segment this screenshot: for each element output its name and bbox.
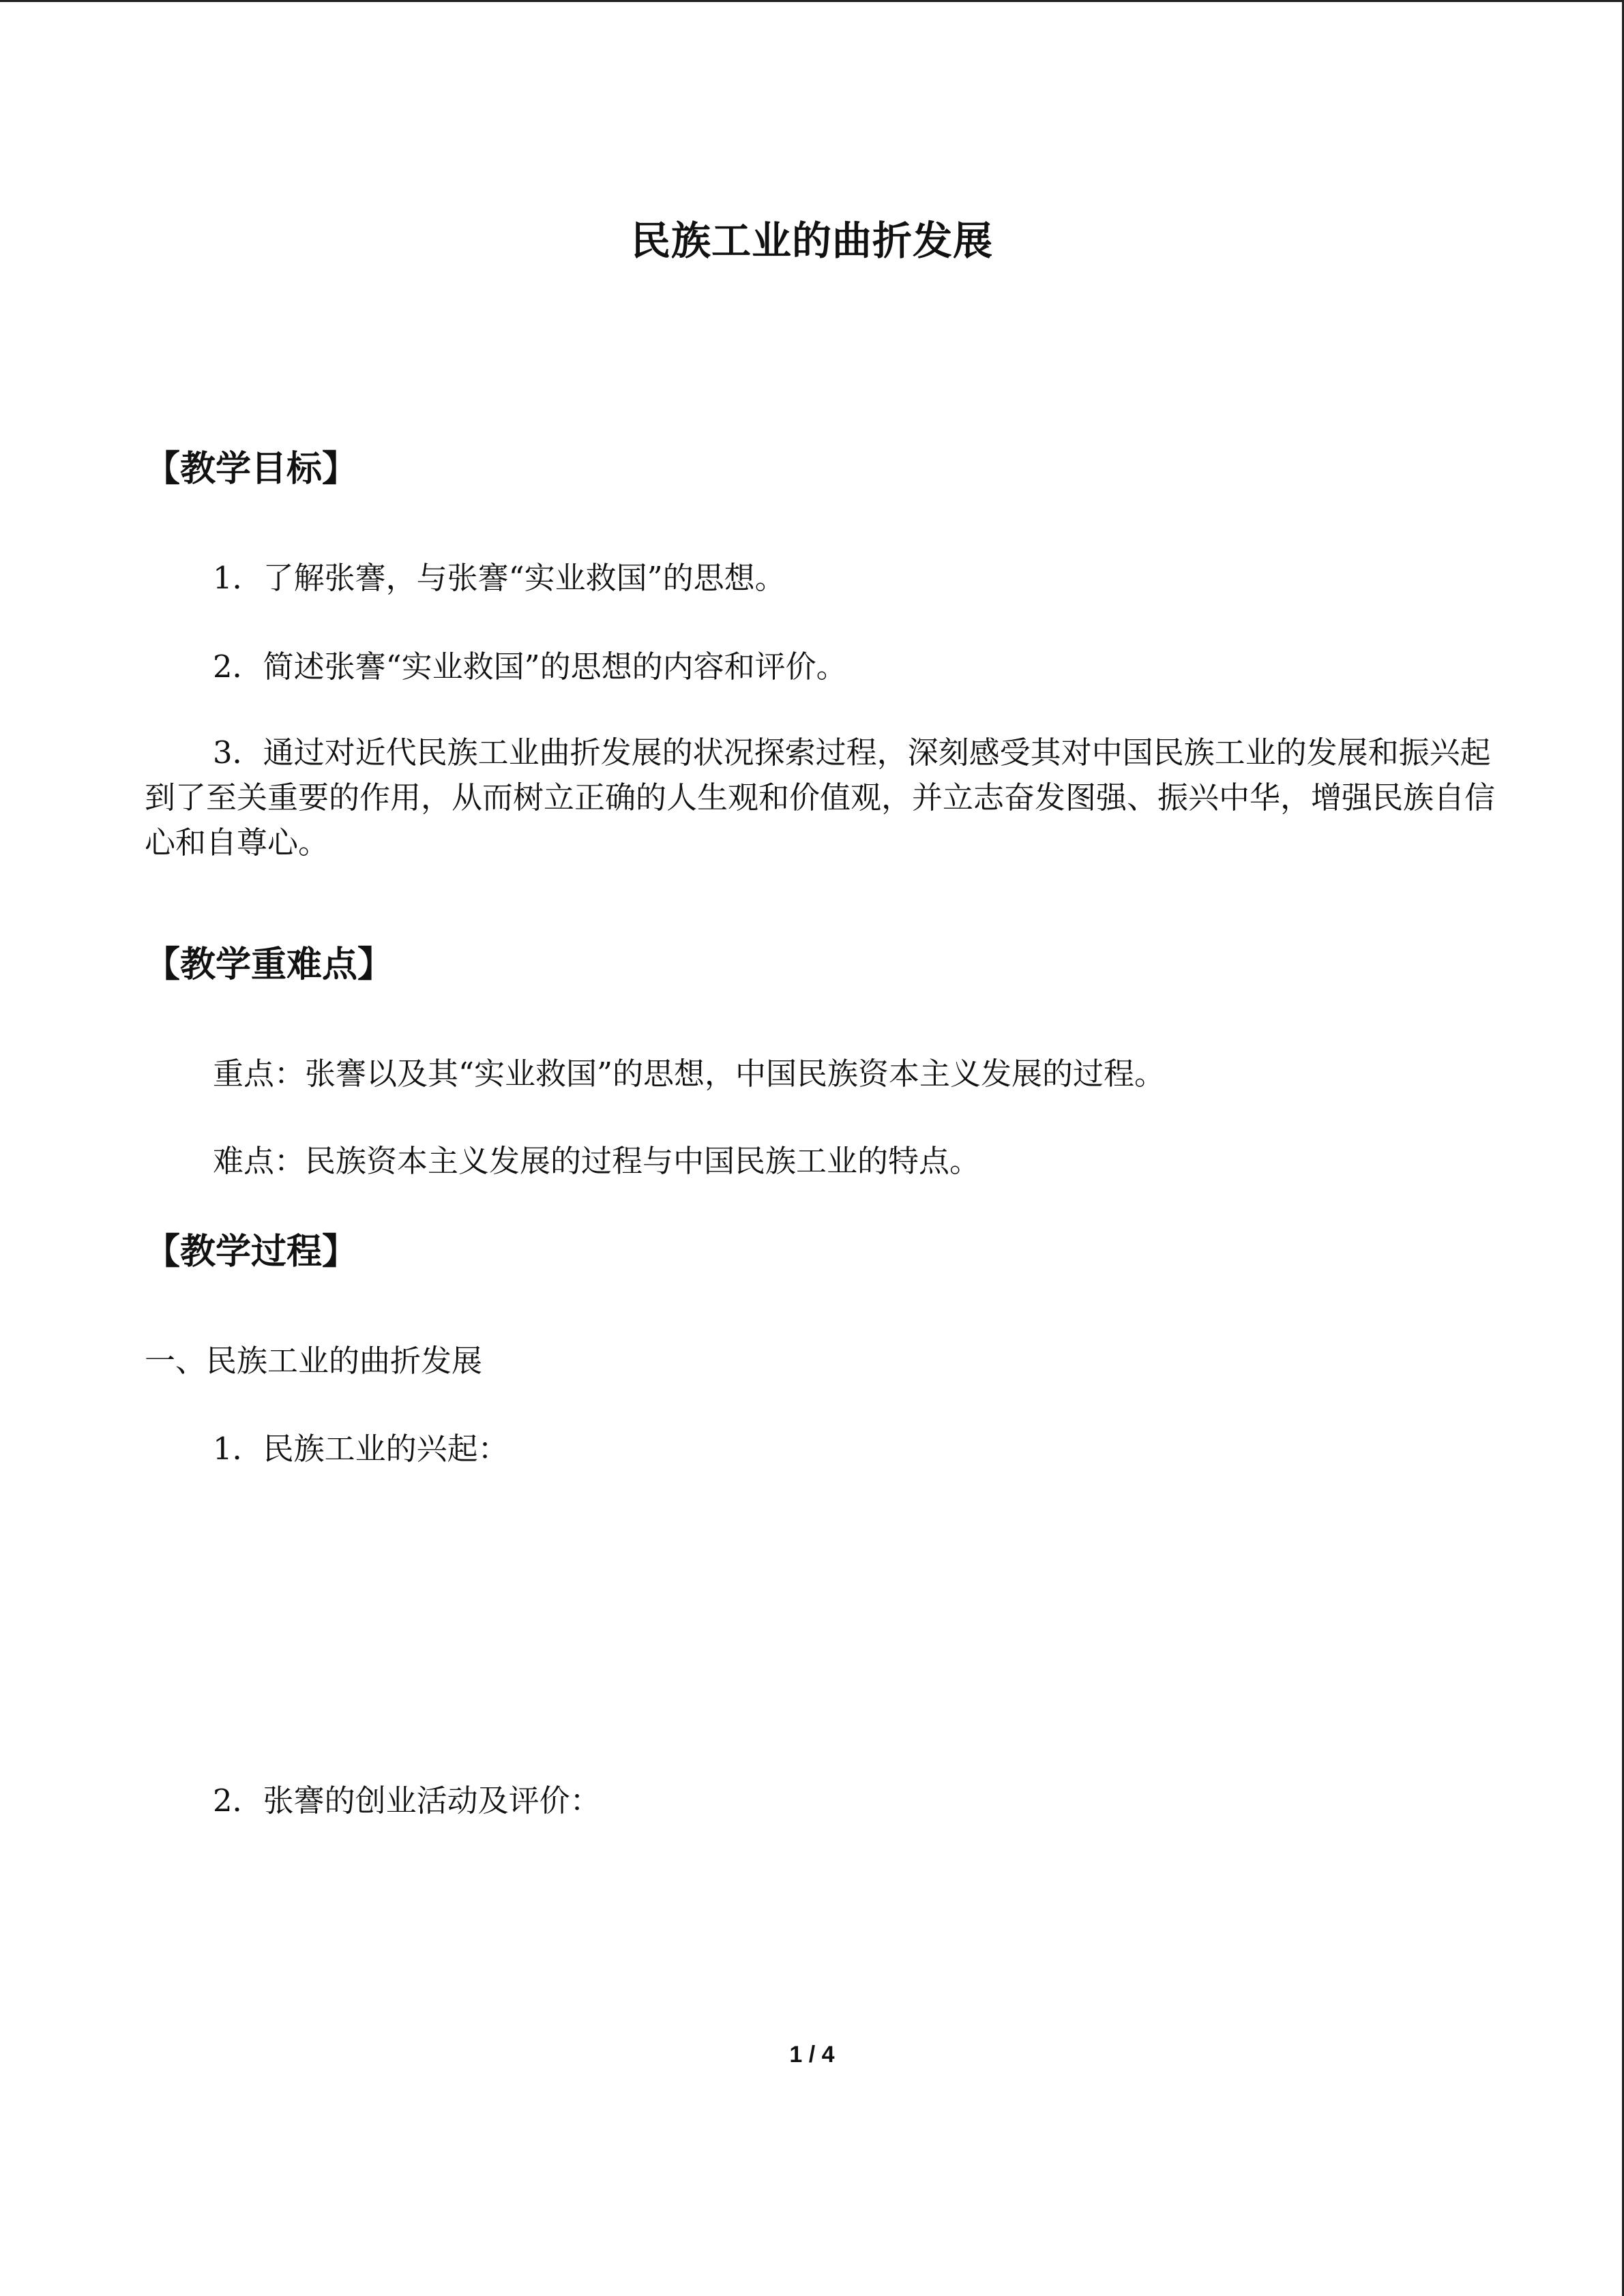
process-part-title: 一、民族工业的曲折发展 [145,1343,483,1379]
objective-item-3 [145,730,1495,865]
objective-item-2: 2．简述张謇“实业救国”的思想的内容和评价。 [213,648,847,685]
section-heading-process: 【教学过程】 [145,1232,358,1272]
section-heading-key-points: 【教学重难点】 [145,944,394,985]
document-title: 民族工业的曲折发展 [630,218,993,264]
page-number: 1 / 4 [789,2042,835,2068]
objective-item-1: 1．了解张謇，与张謇“实业救国”的思想。 [213,560,786,596]
objective-item-3-text: 3．通过对近代民族工业曲折发展的状况探索过程，深刻感受其对中国民族工业的发展和振兴起到了至关重要的作用，从而树立正确的人生观和价值观，并立志奋发图强、振兴中华，增强民族自信心和自尊心。 [145,734,1496,861]
section-heading-objectives: 【教学目标】 [145,449,358,490]
process-item-2: 2．张謇的创业活动及评价： [213,1783,601,1819]
difficult-point-item: 难点：民族资本主义发展的过程与中国民族工业的特点。 [213,1143,981,1179]
process-item-1: 1．民族工业的兴起： [213,1431,509,1467]
key-point-item: 重点：张謇以及其“实业救国”的思想，中国民族资本主义发展的过程。 [213,1056,1166,1092]
